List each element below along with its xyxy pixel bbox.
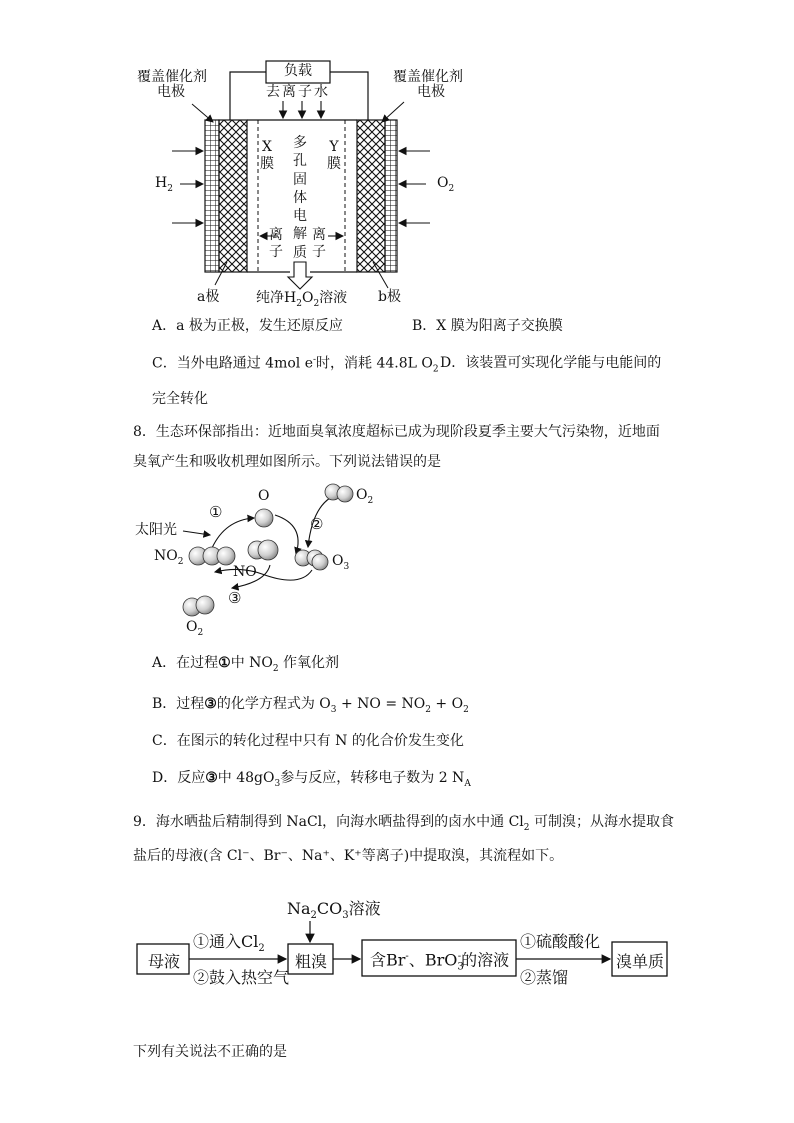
electrolyte-label: 多孔固体电解质	[293, 135, 307, 261]
q8-option-d: D．反应③中 $48gO_3$参与反应，转移电子数为 2 $N_A$	[152, 770, 471, 789]
o2-top-label: $O_2$	[356, 487, 374, 506]
q7-option-a: A．a 极为正极，发生还原反应	[152, 318, 343, 334]
q8-stem-line2: 臭氧产生和吸收机理如图所示。下列说法错误的是	[133, 454, 441, 470]
fuel-cell-diagram	[0, 0, 794, 320]
o2-label: $O_2$	[437, 175, 455, 194]
product-label: 纯净$H_2O_2$溶液	[256, 290, 348, 309]
no2-label: $NO_2$	[154, 548, 184, 567]
load-label: 负载	[284, 63, 312, 79]
step-3-label: ③	[228, 589, 242, 607]
box-bromine-text: 溴单质	[616, 952, 665, 971]
o2-bottom-label: $O_2$	[186, 619, 204, 638]
arrow3-bottom-label: ②蒸馏	[520, 968, 569, 987]
q7-option-d-cont: 完全转化	[152, 391, 208, 407]
box-mother-liquor-text: 母液	[148, 952, 181, 971]
q9-closing: 下列有关说法不正确的是	[133, 1044, 287, 1060]
a-pole-label: a极	[197, 289, 220, 305]
reagent-label: $Na_2CO_3$溶液	[287, 899, 381, 922]
q8-stem-line1: 8．生态环保部指出：近地面臭氧浓度超标已成为现阶段夏季主要大气污染物，近地面	[133, 424, 660, 440]
ozone-cycle-diagram	[0, 470, 794, 650]
arrow1-top-label: ①通入$Cl_2$	[193, 932, 265, 955]
q8-option-c: C．在图示的转化过程中只有 N 的化合价发生变化	[152, 733, 464, 749]
ion-label-left: 离子	[269, 227, 283, 260]
left-electrode-label: 覆盖催化剂 电极	[137, 69, 207, 101]
q7-option-c: C．当外电路通过 4mol e-时，消耗 44.8L $O_2$	[152, 355, 439, 375]
y-membrane-label: Y 膜	[327, 139, 341, 172]
box-crude-bromine-text: 粗溴	[295, 952, 328, 971]
o-atom-label: O	[258, 488, 270, 504]
no-label: NO	[233, 564, 257, 580]
step-1-label: ①	[209, 503, 223, 521]
box-solution-text: 含Br-、BrO$_3$-的溶液	[370, 950, 510, 973]
step-2-label: ②	[310, 515, 324, 533]
q8-option-b: B．过程③的化学方程式为 $O_3$ + NO = $NO_2 + O_2$	[152, 696, 469, 715]
left-catalyst-plate	[219, 120, 247, 272]
o-atom	[255, 509, 273, 527]
right-catalyst-plate	[357, 120, 385, 272]
x-membrane-label: X 膜	[260, 139, 274, 172]
b-pole-label: b极	[378, 289, 401, 305]
q9-stem-line2: 盐后的母液(含 Cl⁻、Br⁻、Na⁺、K⁺等离子)中提取溴，其流程如下。	[133, 848, 564, 864]
product-arrow	[288, 262, 312, 289]
q7-option-b: B．X 膜为阳离子交换膜	[412, 318, 563, 334]
right-grid-plate	[385, 120, 397, 272]
sunlight-label: 太阳光	[135, 522, 177, 538]
q8-option-a: A．在过程①中 $NO_2$ 作氧化剂	[152, 655, 340, 674]
arrow1-bottom-label: ②鼓入热空气	[193, 968, 290, 987]
o3-label: $O_3$	[332, 553, 350, 572]
q7-option-d: D．该装置可实现化学能与电能间的	[440, 355, 662, 371]
q9-stem-line1: 9．海水晒盐后精制得到 NaCl，向海水晒盐得到的卤水中通 $Cl_2$ 可制溴；从海水提取食	[133, 814, 674, 833]
left-grid-plate	[205, 120, 219, 272]
ion-label-right: 离子	[312, 227, 326, 260]
water-label: 去离子水	[266, 84, 330, 100]
right-electrode-label: 覆盖催化剂 电极	[393, 69, 463, 101]
h2-label: $H_2$	[155, 175, 173, 194]
arrow3-top-label: ①硫酸酸化	[520, 932, 601, 951]
